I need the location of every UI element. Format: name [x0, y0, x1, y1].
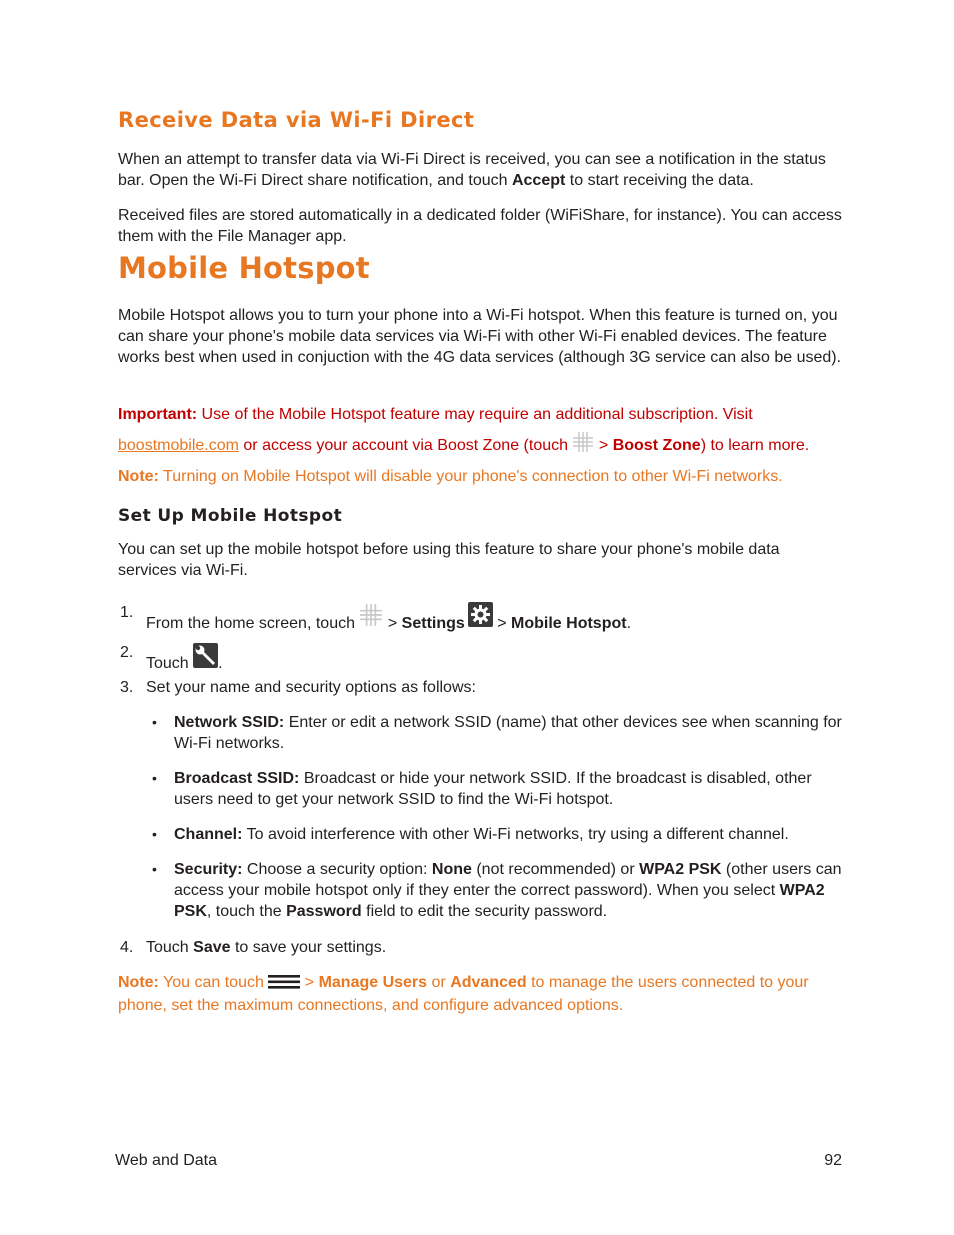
text: , touch the: [206, 903, 287, 920]
option-none: None: [431, 861, 472, 878]
step-text: [146, 602, 842, 634]
manage-users-label: Manage Users: [318, 974, 428, 991]
bullet-dot: •: [152, 861, 157, 877]
text: You can touch: [158, 974, 269, 991]
advanced-label: Advanced: [450, 974, 527, 991]
text: (not recommended) or: [471, 861, 640, 878]
text: To avoid interference with other Wi-Fi networks, try using a different channel.: [242, 826, 789, 843]
step-text: [146, 643, 842, 674]
text: or access your account via Boost Zone (touch: [238, 437, 573, 454]
step-text: [146, 937, 842, 958]
text: Turning on Mobile Hotspot will disable your phone's connection to other Wi-Fi networks.: [158, 468, 783, 485]
footer-chapter-title: Web and Data: [115, 1152, 217, 1169]
note-hotspot: [118, 466, 842, 487]
menu-icon: [268, 974, 300, 995]
step-number: 2.: [120, 644, 134, 661]
paragraph-setup-intro: You can set up the mobile hotspot before using this feature to share your phone's mobile data services via Wi-Fi.: [118, 541, 780, 579]
text: Choose a security option:: [242, 861, 432, 878]
password-label: Password: [286, 903, 362, 920]
text: When an attempt to transfer data via Wi-Fi Direct is received, you can see a notification in the status bar. Open the Wi-Fi Direct share notification, and touch: [118, 151, 826, 189]
paragraph-wifi-direct-1: [118, 149, 842, 191]
bullet-text: [174, 712, 844, 754]
text: or: [427, 974, 451, 991]
bullet-label: Network SSID:: [174, 714, 285, 731]
apps-grid-icon: [572, 431, 594, 459]
text: ) to learn more.: [700, 437, 810, 454]
text: to start receiving the data.: [565, 172, 754, 189]
text: Broadcast or hide your network SSID. If the broadcast is disabled, other users need to get your network SSID to find the Wi-Fi hotspot.: [174, 770, 812, 808]
option-wpa2-psk: WPA2 PSK: [639, 861, 722, 878]
save-label: Save: [193, 939, 231, 956]
subheading-setup-hotspot: Set Up Mobile Hotspot: [118, 506, 343, 526]
bullet-dot: •: [152, 826, 157, 842]
text: >: [300, 974, 319, 991]
text: to save your settings.: [230, 939, 387, 956]
text: (other users can access your mobile hotspot only if they enter the correct password). When you select: [174, 861, 842, 899]
paragraph-hotspot-intro: Mobile Hotspot allows you to turn your phone into a Wi-Fi hotspot. When this feature is turned on, you can share your phone's mobile data services via Wi-Fi with other Wi-Fi enabled devices. The feature works best when used in conjuction with the 4G data services (although 3G service can also be used).: [118, 307, 842, 366]
accept-label: Accept: [511, 172, 566, 189]
note-label: Note:: [118, 974, 159, 991]
page-title-mobile-hotspot: Mobile Hotspot: [118, 251, 370, 285]
text: .: [218, 655, 223, 672]
bullet-dot: •: [152, 714, 157, 730]
important-label: Important:: [118, 406, 198, 423]
step-text: Set your name and security options as follows:: [146, 679, 476, 696]
text: Touch: [146, 939, 194, 956]
settings-gear-icon: [468, 602, 493, 633]
text: From the home screen, touch: [146, 615, 360, 632]
step-number: 3.: [120, 679, 134, 696]
bullet-text: [174, 768, 844, 810]
step-number: 4.: [120, 939, 134, 956]
text: >: [594, 437, 613, 454]
text: Use of the Mobile Hotspot feature may require an additional subscription. Visit: [197, 406, 753, 423]
note-manage-users: [118, 972, 842, 1016]
section-heading-wifi-direct: Receive Data via Wi-Fi Direct: [118, 108, 475, 132]
apps-grid-icon: [359, 603, 383, 633]
paragraph-wifi-direct-2: Received files are stored automatically in a dedicated folder (WiFiShare, for instance). You can access them with the File Manager app.: [118, 207, 842, 245]
text: Touch: [146, 655, 194, 672]
wrench-icon: [193, 643, 218, 674]
text: Enter or edit a network SSID (name) that other devices see when scanning for Wi-Fi networks.: [174, 714, 842, 752]
bullet-text: [174, 824, 844, 845]
boostmobile-link[interactable]: boostmobile.com: [118, 437, 239, 454]
important-notice: [118, 404, 842, 425]
text: .: [626, 615, 632, 632]
text: to manage the users connected to your phone, set the maximum connections, and configure advanced options.: [118, 974, 809, 1014]
text: field to edit the security password.: [361, 903, 608, 920]
bullet-label: Broadcast SSID:: [174, 770, 300, 787]
step-number: 1.: [120, 604, 134, 621]
option-wpa2-psk: WPA2 PSK: [174, 882, 825, 920]
settings-label: Settings: [401, 615, 465, 632]
mobile-hotspot-label: Mobile Hotspot: [511, 615, 627, 632]
page-number: 92: [824, 1152, 842, 1169]
bullet-label: Security:: [174, 861, 243, 878]
boost-zone-label: Boost Zone: [612, 437, 701, 454]
text: >: [492, 615, 512, 632]
text: >: [383, 615, 402, 632]
important-notice-line2: [118, 431, 842, 459]
bullet-dot: •: [152, 770, 157, 786]
bullet-label: Channel:: [174, 826, 243, 843]
note-label: Note:: [118, 468, 159, 485]
bullet-text: [174, 859, 844, 922]
